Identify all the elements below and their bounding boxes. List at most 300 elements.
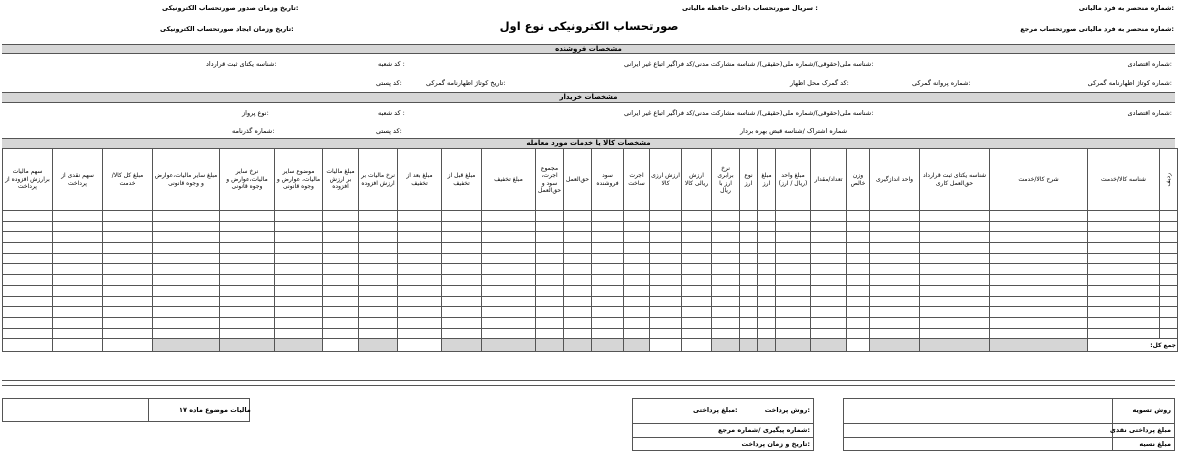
table-cell <box>103 264 153 275</box>
table-cell <box>1160 328 1178 339</box>
total-currency-value <box>650 339 682 352</box>
table-cell <box>359 232 398 243</box>
table-cell <box>920 275 990 286</box>
seller-economic-code-label: شماره اقتصادی: <box>1127 60 1172 68</box>
table-cell <box>1088 211 1160 222</box>
buyer-passport-label: شماره گذرنامه: <box>232 127 275 135</box>
table-cell <box>990 275 1088 286</box>
table-cell <box>1088 317 1160 328</box>
seller-postal-code-label: کد پستی: <box>376 79 402 87</box>
total-post-discount <box>398 339 442 352</box>
table-cell <box>53 275 103 286</box>
table-cell <box>811 221 847 232</box>
table-cell <box>758 221 776 232</box>
table-cell <box>847 328 870 339</box>
table-cell <box>398 275 442 286</box>
table-cell <box>1088 264 1160 275</box>
col-header-commission: حق‌العمل <box>564 149 592 211</box>
table-cell <box>482 211 536 222</box>
table-cell <box>682 264 712 275</box>
table-cell <box>564 232 592 243</box>
table-cell <box>650 285 682 296</box>
table-cell <box>442 296 482 307</box>
table-cell <box>482 253 536 264</box>
table-cell <box>920 317 990 328</box>
col-header-unit: واحد اندازگیری <box>870 149 920 211</box>
table-cell <box>650 232 682 243</box>
table-cell <box>870 264 920 275</box>
table-cell <box>3 253 53 264</box>
total-amount <box>103 339 153 352</box>
table-cell <box>442 264 482 275</box>
table-cell <box>847 264 870 275</box>
col-header-vat-share: سهم مالیات برارزش افزوده از پرداخت <box>3 149 53 211</box>
table-cell <box>758 253 776 264</box>
table-cell <box>153 243 220 254</box>
table-cell <box>650 275 682 286</box>
table-cell <box>592 253 624 264</box>
table-cell <box>103 211 153 222</box>
table-cell <box>740 232 758 243</box>
table-cell <box>153 264 220 275</box>
table-cell <box>624 211 650 222</box>
items-rows <box>3 211 1178 339</box>
table-cell <box>536 211 564 222</box>
table-cell <box>275 296 323 307</box>
table-cell <box>1160 285 1178 296</box>
payment-method-label: روش پرداخت: <box>764 406 810 414</box>
col-header-other-tax-subject: موضوع سایر مالیات، عوارض و وجوه قانونی <box>275 149 323 211</box>
table-cell <box>323 264 359 275</box>
table-cell <box>712 221 740 232</box>
table-cell <box>624 285 650 296</box>
table-cell <box>682 211 712 222</box>
table-cell <box>847 243 870 254</box>
table-cell <box>275 275 323 286</box>
seller-customs-code-label: کد گمرک محل اظهار: <box>790 79 849 87</box>
table-cell <box>442 307 482 318</box>
table-cell <box>1160 296 1178 307</box>
table-cell <box>811 232 847 243</box>
ref-tax-number-label: شماره منحصر به فرد مالیاتی صورتحساب مرجع: <box>1020 25 1174 33</box>
table-cell <box>624 307 650 318</box>
table-cell <box>53 296 103 307</box>
table-cell <box>1088 243 1160 254</box>
table-cell <box>220 317 275 328</box>
table-cell <box>536 221 564 232</box>
table-cell <box>482 296 536 307</box>
table-cell <box>3 275 53 286</box>
table-cell <box>1160 243 1178 254</box>
table-cell <box>811 317 847 328</box>
col-header-vat-rate: نرخ مالیات بر ارزش افزوده <box>359 149 398 211</box>
table-cell <box>1088 285 1160 296</box>
table-row <box>3 296 1178 307</box>
table-cell <box>536 232 564 243</box>
table-cell <box>870 232 920 243</box>
col-header-quantity: تعداد/مقدار <box>811 149 847 211</box>
table-cell <box>398 307 442 318</box>
table-cell <box>564 307 592 318</box>
table-cell <box>870 243 920 254</box>
table-cell <box>650 243 682 254</box>
table-row <box>3 317 1178 328</box>
col-header-pre-discount: مبلغ قبل از تخفیف <box>442 149 482 211</box>
table-cell <box>592 275 624 286</box>
table-cell <box>53 285 103 296</box>
table-cell <box>776 317 811 328</box>
table-cell <box>712 307 740 318</box>
table-cell <box>482 317 536 328</box>
table-cell <box>592 328 624 339</box>
table-cell <box>811 328 847 339</box>
table-cell <box>592 285 624 296</box>
table-cell <box>776 243 811 254</box>
table-cell <box>1160 275 1178 286</box>
table-cell <box>220 285 275 296</box>
table-cell <box>624 275 650 286</box>
table-cell <box>103 243 153 254</box>
table-cell <box>776 285 811 296</box>
table-cell <box>482 285 536 296</box>
table-cell <box>275 285 323 296</box>
table-cell <box>1160 264 1178 275</box>
table-cell <box>1160 253 1178 264</box>
seller-customs-decl-date-label: تاریخ کوتاژ اظهارنامه گمرکی: <box>426 79 506 87</box>
table-row <box>3 307 1178 318</box>
table-cell <box>758 307 776 318</box>
cash-amount-label: مبلغ پرداختی نقدی <box>1109 426 1171 434</box>
table-cell <box>536 296 564 307</box>
table-cell <box>442 328 482 339</box>
table-cell <box>275 253 323 264</box>
table-cell <box>482 328 536 339</box>
table-cell <box>103 317 153 328</box>
table-cell <box>811 243 847 254</box>
table-cell <box>847 307 870 318</box>
table-cell <box>920 264 990 275</box>
buyer-section-title: مشخصات خریدار <box>2 92 1175 103</box>
table-cell <box>153 221 220 232</box>
table-cell <box>811 307 847 318</box>
payment-box <box>632 398 814 451</box>
table-cell <box>3 296 53 307</box>
table-cell <box>359 307 398 318</box>
table-cell <box>624 317 650 328</box>
table-cell <box>990 328 1088 339</box>
total-vat-share <box>3 339 53 352</box>
table-cell <box>847 232 870 243</box>
table-cell <box>682 296 712 307</box>
table-cell <box>624 328 650 339</box>
table-cell <box>482 243 536 254</box>
table-cell <box>740 253 758 264</box>
table-cell <box>740 243 758 254</box>
table-cell <box>920 211 990 222</box>
table-cell <box>442 317 482 328</box>
table-cell <box>442 221 482 232</box>
table-cell <box>398 232 442 243</box>
table-cell <box>592 232 624 243</box>
table-cell <box>776 296 811 307</box>
table-row <box>3 211 1178 222</box>
table-cell <box>220 296 275 307</box>
table-cell <box>220 243 275 254</box>
table-cell <box>870 211 920 222</box>
table-cell <box>1088 221 1160 232</box>
table-cell <box>442 285 482 296</box>
table-cell <box>536 328 564 339</box>
table-cell <box>359 275 398 286</box>
table-cell <box>359 296 398 307</box>
table-cell <box>740 296 758 307</box>
table-cell <box>564 264 592 275</box>
table-cell <box>592 211 624 222</box>
table-cell <box>920 328 990 339</box>
col-header-net-weight: وزن خالص <box>847 149 870 211</box>
col-header-making-charge: اجرت ساخت <box>624 149 650 211</box>
col-header-rial-value: ارزش ریالی کالا <box>682 149 712 211</box>
table-cell <box>712 275 740 286</box>
table-cell <box>153 328 220 339</box>
separator-line <box>2 385 1175 386</box>
table-cell <box>153 253 220 264</box>
settlement-box <box>843 398 1175 451</box>
table-cell <box>920 243 990 254</box>
table-cell <box>564 253 592 264</box>
seller-section-title: مشخصات فروشنده <box>2 44 1175 54</box>
table-cell <box>811 275 847 286</box>
article17-label: مالیات موضوع ماده ۱۷ <box>179 406 251 414</box>
table-cell <box>220 264 275 275</box>
table-cell <box>3 264 53 275</box>
credit-amount-label: مبلغ نسیه <box>1139 440 1171 448</box>
table-cell <box>650 307 682 318</box>
seller-customs-decl-number-label: شماره کوتاژ اظهارنامه گمرکی: <box>1087 79 1172 87</box>
table-cell <box>103 285 153 296</box>
col-header-row-number: ردیف <box>1160 149 1178 211</box>
table-cell <box>847 221 870 232</box>
table-cell <box>482 275 536 286</box>
table-cell <box>990 296 1088 307</box>
table-cell <box>153 307 220 318</box>
table-cell <box>592 317 624 328</box>
table-cell <box>3 211 53 222</box>
tracking-number-label: شماره پیگیری /شماره مرجع: <box>717 426 810 434</box>
table-cell <box>53 307 103 318</box>
table-cell <box>103 275 153 286</box>
table-row <box>3 221 1178 232</box>
table-cell <box>1160 307 1178 318</box>
table-cell <box>275 221 323 232</box>
table-cell <box>53 232 103 243</box>
table-cell <box>776 275 811 286</box>
items-table <box>2 148 1178 352</box>
items-section-title: مشخصات کالا یا خدمات مورد معامله <box>2 138 1175 149</box>
table-cell <box>220 328 275 339</box>
table-cell <box>847 275 870 286</box>
table-cell <box>1160 221 1178 232</box>
page-title: صورتحساب الکترونیکی نوع اول <box>499 19 679 33</box>
table-cell <box>776 264 811 275</box>
create-datetime-label: تاریخ وزمان ایجاد صورتحساب الکترونیکی: <box>160 25 294 33</box>
table-cell <box>564 221 592 232</box>
table-cell <box>920 296 990 307</box>
table-cell <box>811 285 847 296</box>
table-cell <box>482 307 536 318</box>
table-cell <box>870 221 920 232</box>
table-cell <box>758 264 776 275</box>
table-cell <box>740 307 758 318</box>
buyer-economic-code-label: شماره اقتصادی: <box>1127 109 1172 117</box>
table-cell <box>359 221 398 232</box>
col-header-exchange-rate: نرخ برابری ارز با ریال <box>712 149 740 211</box>
buyer-subscription-label: شماره اشتراک /شناسه قبض بهره بردار <box>740 127 848 135</box>
table-cell <box>3 328 53 339</box>
table-cell <box>847 296 870 307</box>
table-cell <box>220 275 275 286</box>
table-cell <box>920 232 990 243</box>
table-cell <box>103 221 153 232</box>
table-cell <box>359 328 398 339</box>
table-cell <box>323 232 359 243</box>
table-cell <box>811 264 847 275</box>
table-cell <box>103 328 153 339</box>
table-cell <box>442 253 482 264</box>
table-cell <box>990 307 1088 318</box>
table-row <box>3 328 1178 339</box>
buyer-postal-code-label: کد پستی: <box>376 127 402 135</box>
table-cell <box>682 285 712 296</box>
table-cell <box>53 328 103 339</box>
separator-line <box>2 380 1175 381</box>
table-cell <box>758 275 776 286</box>
table-cell <box>990 253 1088 264</box>
table-cell <box>482 264 536 275</box>
article17-box <box>2 398 250 422</box>
col-header-currency-value: ارزش ارزی کالا <box>650 149 682 211</box>
table-cell <box>536 264 564 275</box>
table-cell <box>1160 317 1178 328</box>
table-cell <box>3 232 53 243</box>
table-cell <box>275 211 323 222</box>
table-cell <box>220 253 275 264</box>
table-cell <box>275 243 323 254</box>
table-cell <box>712 296 740 307</box>
table-cell <box>776 232 811 243</box>
table-cell <box>536 275 564 286</box>
table-cell <box>359 243 398 254</box>
table-cell <box>740 317 758 328</box>
seller-customs-permit-label: شماره پروانه گمرکی: <box>912 79 971 87</box>
table-cell <box>740 285 758 296</box>
table-cell <box>776 211 811 222</box>
table-cell <box>536 317 564 328</box>
table-cell <box>592 296 624 307</box>
seller-contract-id-label: شناسه یکتای ثبت قرارداد: <box>206 60 277 68</box>
table-cell <box>53 221 103 232</box>
table-cell <box>776 221 811 232</box>
table-row <box>3 243 1178 254</box>
table-cell <box>650 328 682 339</box>
table-cell <box>398 285 442 296</box>
table-cell <box>398 264 442 275</box>
issue-datetime-label: تاریخ وزمان صدور صورتحساب الکترونیکی: <box>162 4 299 12</box>
table-cell <box>564 275 592 286</box>
table-cell <box>712 243 740 254</box>
table-cell <box>870 307 920 318</box>
table-cell <box>811 253 847 264</box>
table-cell <box>398 243 442 254</box>
table-cell <box>323 285 359 296</box>
table-cell <box>712 317 740 328</box>
table-cell <box>712 253 740 264</box>
items-header-row <box>3 149 1178 211</box>
table-cell <box>275 232 323 243</box>
col-header-total-amount: مبلغ کل کالا/خدمت <box>103 149 153 211</box>
table-cell <box>536 243 564 254</box>
table-cell <box>442 211 482 222</box>
table-cell <box>398 253 442 264</box>
table-cell <box>740 328 758 339</box>
col-header-discount: مبلغ تخفیف <box>482 149 536 211</box>
table-cell <box>758 211 776 222</box>
col-header-currency-type: نوع ارز <box>740 149 758 211</box>
table-cell <box>323 307 359 318</box>
table-cell <box>398 221 442 232</box>
table-cell <box>398 211 442 222</box>
table-cell <box>323 253 359 264</box>
table-cell <box>990 317 1088 328</box>
table-cell <box>682 243 712 254</box>
col-header-charges-total: مجموع اجرت، سود و حق‌العمل <box>536 149 564 211</box>
table-cell <box>536 253 564 264</box>
table-cell <box>870 253 920 264</box>
table-cell <box>359 264 398 275</box>
table-cell <box>990 221 1088 232</box>
col-header-seller-profit: سود فروشنده <box>592 149 624 211</box>
table-cell <box>220 211 275 222</box>
table-cell <box>990 264 1088 275</box>
table-cell <box>323 296 359 307</box>
table-cell <box>682 328 712 339</box>
table-cell <box>870 285 920 296</box>
table-cell <box>740 211 758 222</box>
table-cell <box>758 285 776 296</box>
buyer-branch-code-label: کد شعبه : <box>378 109 405 117</box>
col-header-unit-price: مبلغ واحد (ریال / ارز) <box>776 149 811 211</box>
table-cell <box>359 285 398 296</box>
table-cell <box>592 264 624 275</box>
table-cell <box>53 317 103 328</box>
table-cell <box>220 307 275 318</box>
table-cell <box>153 275 220 286</box>
table-cell <box>103 232 153 243</box>
table-cell <box>536 307 564 318</box>
table-cell <box>359 211 398 222</box>
table-cell <box>847 253 870 264</box>
seller-branch-code-label: کد شعبه : <box>378 60 405 68</box>
table-cell <box>53 264 103 275</box>
table-cell <box>870 317 920 328</box>
table-cell <box>740 264 758 275</box>
table-row <box>3 285 1178 296</box>
col-header-commission-contract-id: شناسه یکتای ثبت قرارداد حق‌العمل کاری <box>920 149 990 211</box>
table-cell <box>682 232 712 243</box>
table-cell <box>990 232 1088 243</box>
table-cell <box>776 307 811 318</box>
table-cell <box>1088 328 1160 339</box>
